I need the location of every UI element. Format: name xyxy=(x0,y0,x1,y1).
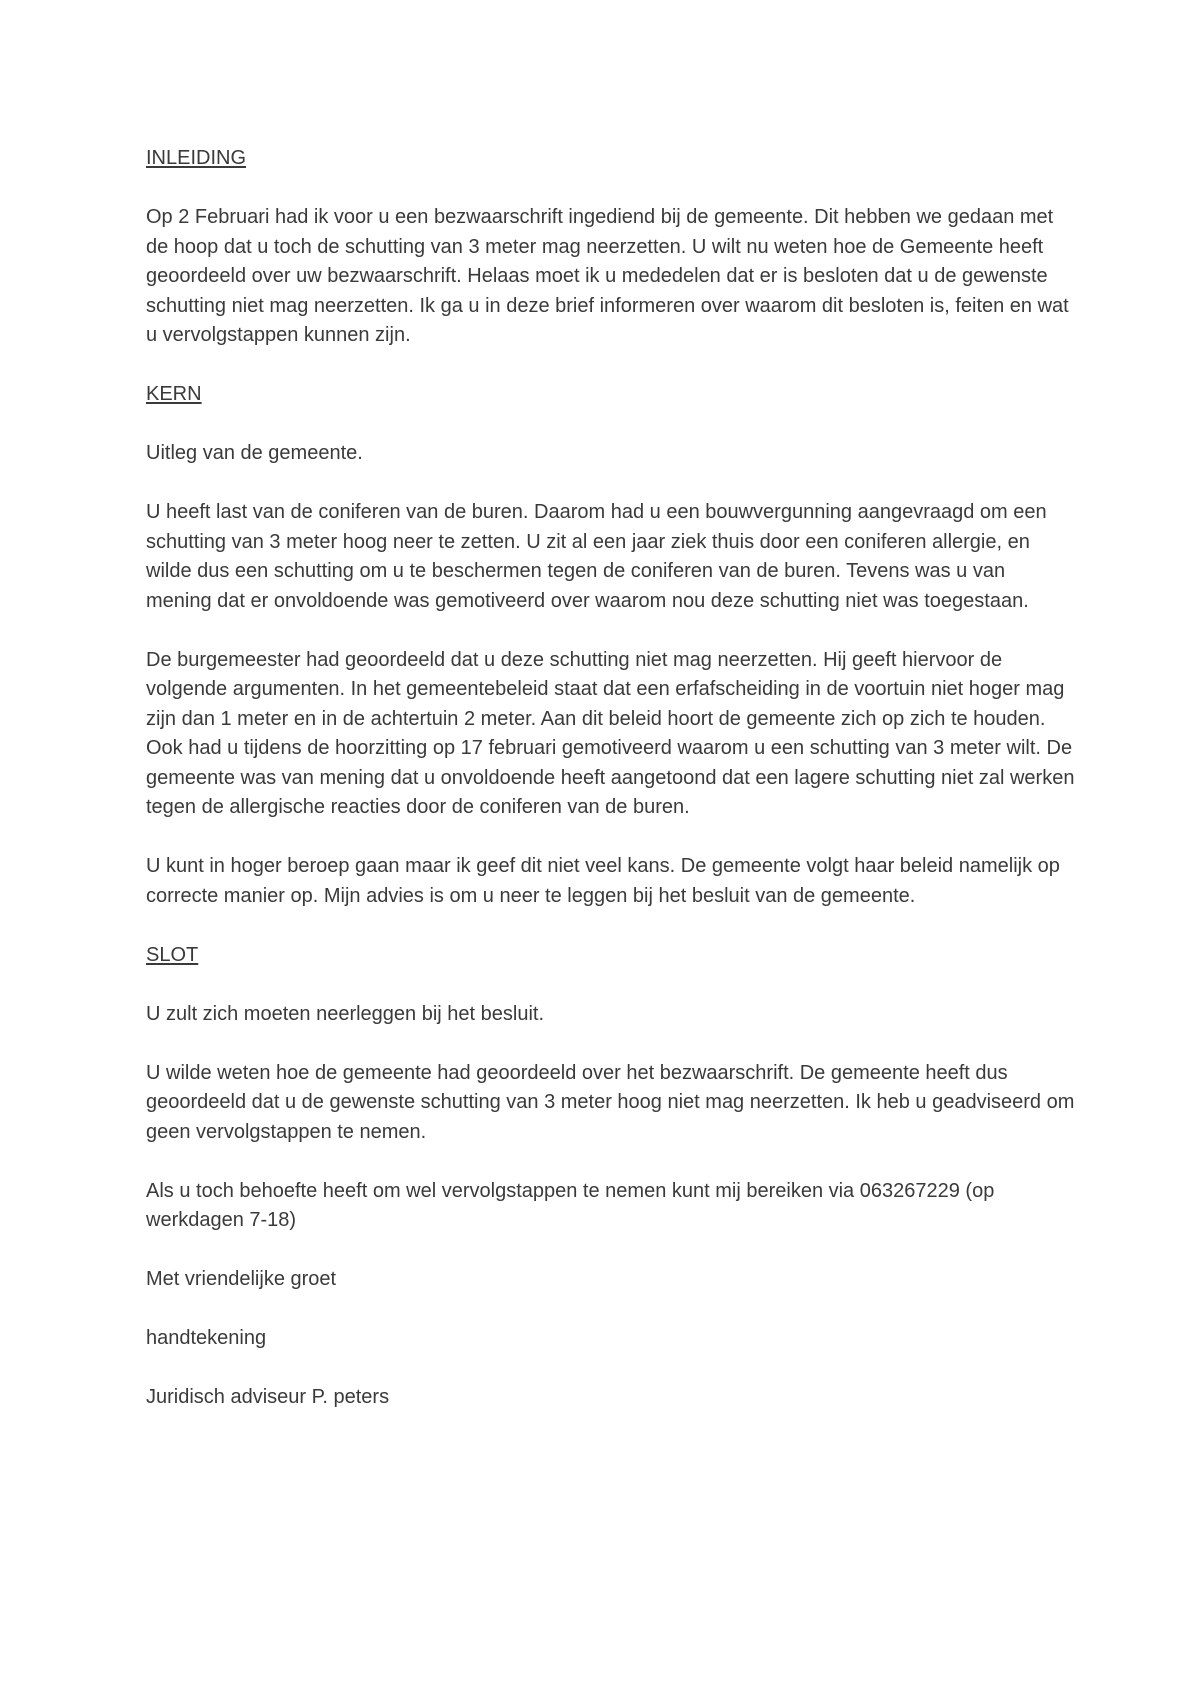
core-paragraph-2: De burgemeester had geoordeeld dat u deze schutting niet mag neerzetten. Hij geeft hiervoor de volgende argumenten. In het gemeentebeleid staat dat een erfafscheiding in de voortuin niet hoger mag zijn dan 1 meter en in de achtertuin 2 meter. Aan dit beleid hoort de gemeente zich op zich te houden. Ook had u tijdens de hoorzitting op 17 februari gemotiveerd waarom u een schutting van 3 meter wilt. De gemeente was van mening dat u onvoldoende heeft aangetoond dat een lagere schutting niet zal werken tegen de allergische reacties door de coniferen van de buren. xyxy=(146,648,1075,818)
closing-subtitle: U zult zich moeten neerleggen bij het besluit. xyxy=(146,1002,545,1025)
closing-heading: SLOT xyxy=(146,943,199,966)
core-paragraph-3: U kunt in hoger beroep gaan maar ik geef dit niet veel kans. De gemeente volgt haar beleid namelijk op correcte manier op. Mijn advies is om u neer te leggen bij het besluit van de gemeente. xyxy=(146,855,1060,907)
intro-heading: INLEIDING xyxy=(146,147,247,169)
letter-body xyxy=(146,144,1076,1442)
core-subtitle: Uitleg van de gemeente. xyxy=(146,442,363,464)
core-heading: KERN xyxy=(146,383,202,405)
signatory: Juridisch adviseur P. peters xyxy=(146,1386,390,1408)
core-paragraph-1: U heeft last van de coniferen van de buren. Daarom had u een bouwvergunning aangevraagd om een schutting van 3 meter hoog neer te zetten. U zit al een jaar ziek thuis door een coniferen allergie, en wilde dus een schutting om u te beschermen tegen de coniferen van de buren. Tevens was u van mening dat er onvoldoende was gemotiveerd over waarom nou deze schutting niet was toegestaan. xyxy=(146,501,1047,612)
closing-paragraph-2: Als u toch behoefte heeft om wel vervolgstappen te nemen kunt mij bereiken via 063267229 (op werkdagen 7-18) xyxy=(146,1179,995,1231)
greeting: Met vriendelijke groet xyxy=(146,1268,337,1290)
closing-paragraph-1: U wilde weten hoe de gemeente had geoordeeld over het bezwaarschrift. De gemeente heeft dus geoordeeld dat u de gewenste schutting van 3 meter hoog niet mag neerzetten. Ik heb u geadviseerd om geen vervolgstappen te nemen. xyxy=(146,1061,1075,1143)
intro-paragraph: Op 2 Februari had ik voor u een bezwaarschrift ingediend bij de gemeente. Dit hebben we gedaan met de hoop dat u toch de schutting van 3 meter mag neerzetten. U wilt nu weten hoe de Gemeente heeft geoordeeld over uw bezwaarschrift. Helaas moet ik u mededelen dat er is besloten dat u de gewenste schutting niet mag neerzetten. Ik ga u in deze brief informeren over waarom dit besloten is, feiten en wat u vervolgstappen kunnen zijn. xyxy=(146,206,1069,346)
signature: handtekening xyxy=(146,1327,267,1349)
